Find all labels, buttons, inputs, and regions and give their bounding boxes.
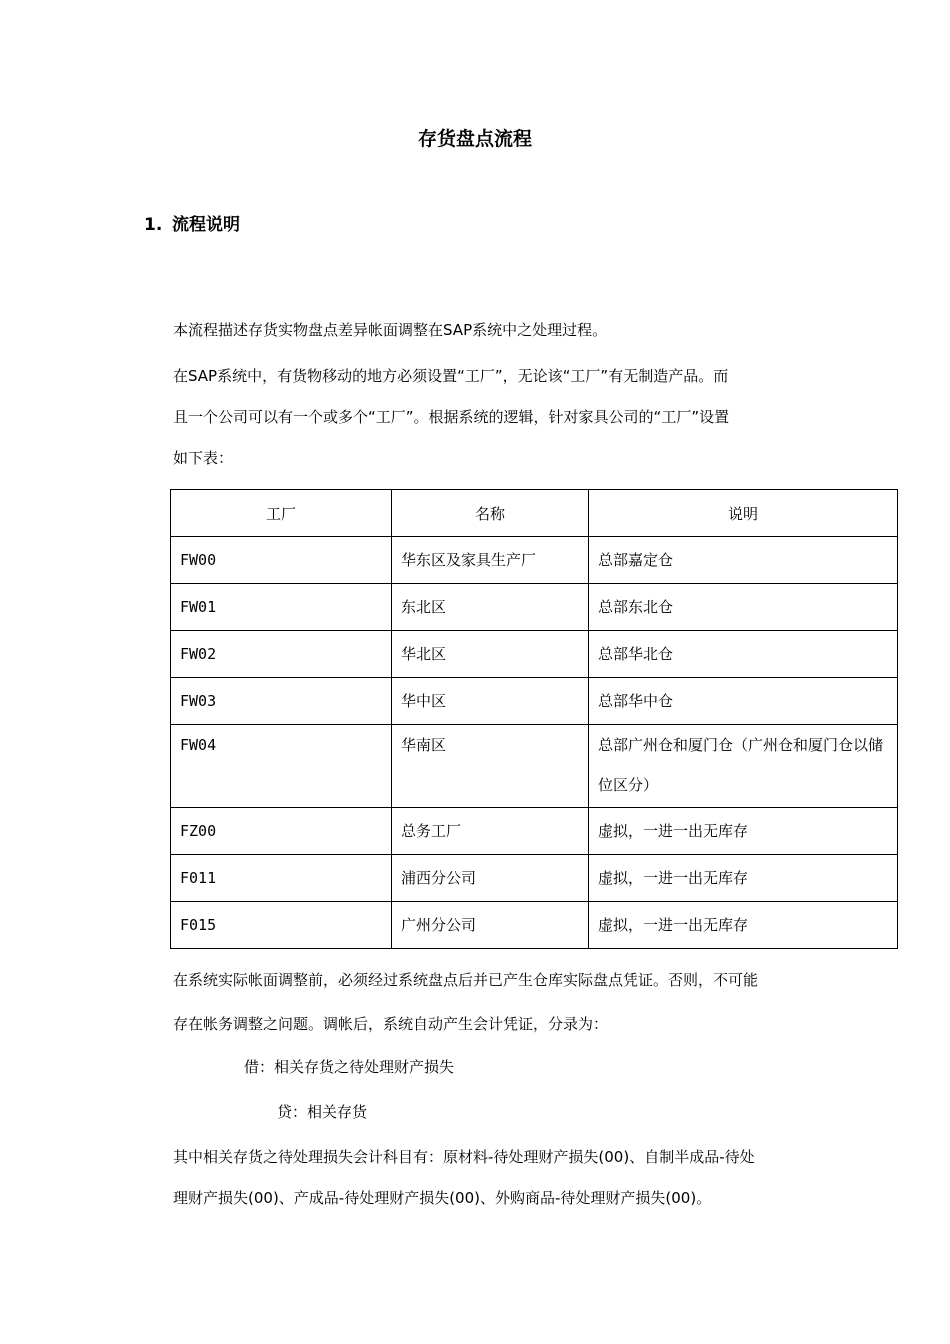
table-cell-description: 总部广州仓和厦门仓（广州仓和厦门仓以储位区分） bbox=[589, 725, 898, 808]
table-cell-name: 华中区 bbox=[392, 678, 589, 725]
table-cell-plant: FW01 bbox=[171, 584, 392, 631]
paragraph-adjustment-line-1: 在系统实际帐面调整前，必须经过系统盘点后并已产生仓库实际盘点凭证。否则，不可能 bbox=[173, 971, 759, 989]
section-heading bbox=[144, 210, 240, 235]
table-cell-plant: F011 bbox=[171, 855, 392, 902]
paragraph-plant-line-2: 且一个公司可以有一个或多个“工厂”。根据系统的逻辑，针对家具公司的“工厂”设置 bbox=[173, 408, 730, 426]
page-title: 存货盘点流程 bbox=[417, 128, 532, 150]
table-cell-name: 华北区 bbox=[392, 631, 589, 678]
table-cell-plant: F015 bbox=[171, 902, 392, 949]
table-cell-plant: FW04 bbox=[171, 725, 392, 808]
table-row bbox=[171, 678, 898, 725]
table-cell-name: 广州分公司 bbox=[392, 902, 589, 949]
table-row bbox=[171, 584, 898, 631]
table-row bbox=[171, 855, 898, 902]
journal-entry-debit: 借：相关存货之待处理财产损失 bbox=[244, 1058, 455, 1076]
table-cell-description: 虚拟，一进一出无库存 bbox=[589, 855, 898, 902]
table-cell-plant: FZ00 bbox=[171, 808, 392, 855]
table-cell-name: 总务工厂 bbox=[392, 808, 589, 855]
table-cell-name: 浦西分公司 bbox=[392, 855, 589, 902]
table-cell-name: 华东区及家具生产厂 bbox=[392, 537, 589, 584]
section-number: 1. bbox=[144, 215, 163, 235]
table-cell-description: 虚拟，一进一出无库存 bbox=[589, 808, 898, 855]
table-header-row bbox=[171, 490, 898, 537]
paragraph-accounts-line-2: 理财产损失(00)、产成品-待处理财产损失(00)、外购商品-待处理财产损失(00)。 bbox=[173, 1189, 712, 1207]
table-row bbox=[171, 537, 898, 584]
table-cell-plant: FW03 bbox=[171, 678, 392, 725]
column-header-description: 说明 bbox=[589, 490, 898, 537]
paragraph-adjustment-line-2: 存在帐务调整之问题。调帐后，系统自动产生会计凭证，分录为： bbox=[173, 1015, 609, 1033]
table-cell-name: 华南区 bbox=[392, 725, 589, 808]
table-cell-description: 总部华北仓 bbox=[589, 631, 898, 678]
paragraph-plant-line-1: 在SAP系统中，有货物移动的地方必须设置“工厂”，无论该“工厂”有无制造产品。而 bbox=[173, 367, 729, 385]
table-row bbox=[171, 808, 898, 855]
section-title: 流程说明 bbox=[172, 215, 240, 235]
table-row bbox=[171, 631, 898, 678]
plant-table bbox=[170, 489, 898, 949]
table-cell-description: 总部嘉定仓 bbox=[589, 537, 898, 584]
table-cell-plant: FW02 bbox=[171, 631, 392, 678]
table-cell-name: 东北区 bbox=[392, 584, 589, 631]
journal-entry-credit: 贷：相关存货 bbox=[277, 1103, 368, 1121]
table-row bbox=[171, 725, 898, 808]
table-row bbox=[171, 902, 898, 949]
column-header-plant: 工厂 bbox=[171, 490, 392, 537]
table-cell-description: 总部东北仓 bbox=[589, 584, 898, 631]
table-cell-plant: FW00 bbox=[171, 537, 392, 584]
paragraph-intro: 本流程描述存货实物盘点差异帐面调整在SAP系统中之处理过程。 bbox=[173, 321, 608, 339]
column-header-name: 名称 bbox=[392, 490, 589, 537]
paragraph-plant-line-3: 如下表： bbox=[173, 449, 234, 467]
table-cell-description: 虚拟，一进一出无库存 bbox=[589, 902, 898, 949]
paragraph-accounts-line-1: 其中相关存货之待处理损失会计科目有：原材料-待处理财产损失(00)、自制半成品-待处 bbox=[173, 1148, 755, 1166]
table-cell-description: 总部华中仓 bbox=[589, 678, 898, 725]
